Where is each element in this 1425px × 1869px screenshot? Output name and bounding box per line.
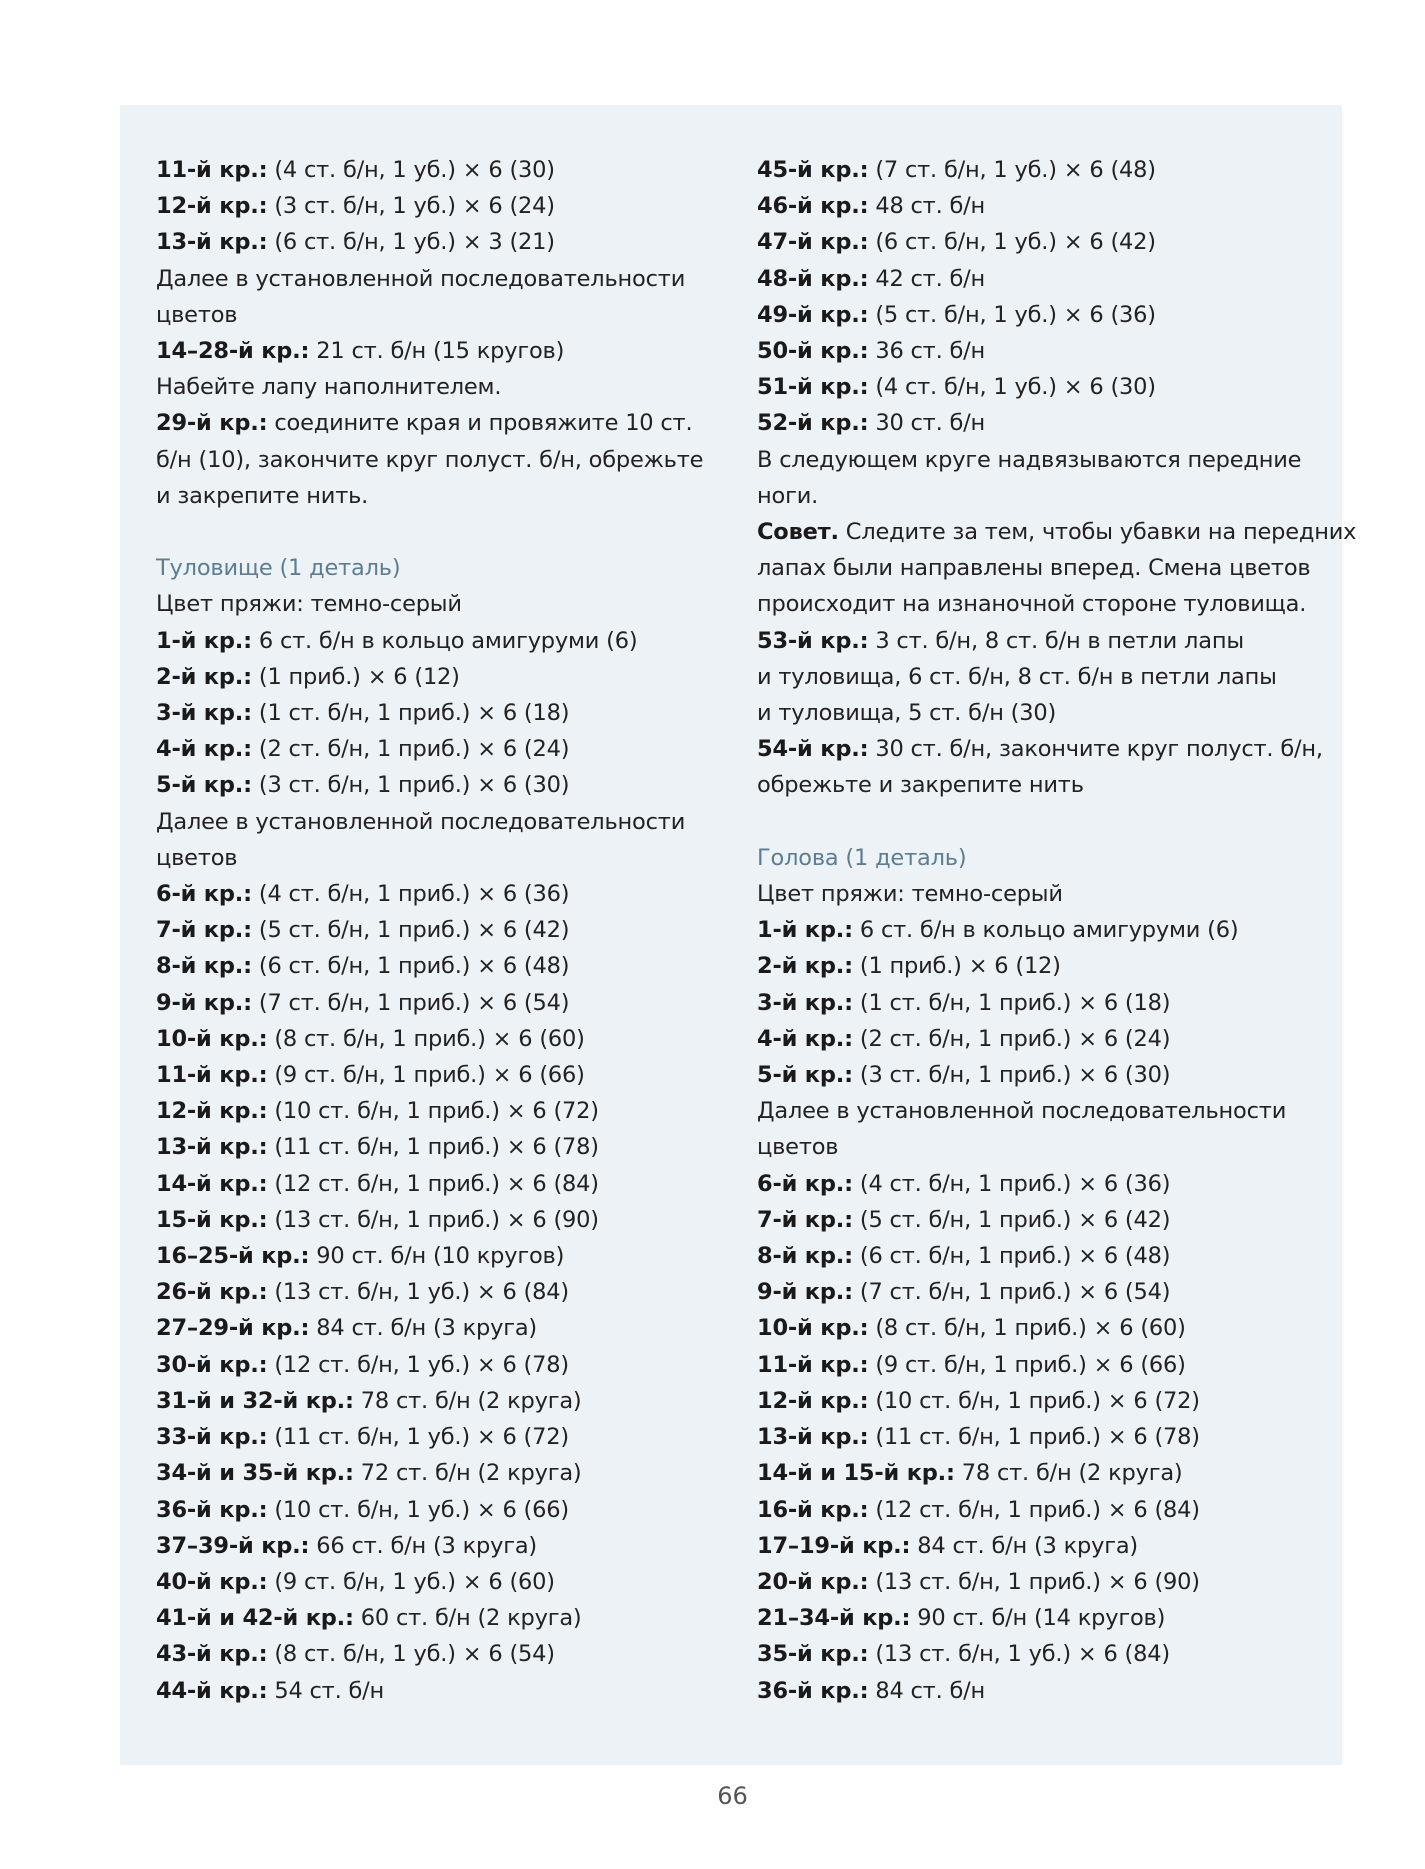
instruction-row bbox=[156, 224, 716, 260]
instruction-row bbox=[757, 1310, 1317, 1346]
round-label: 41-й и 42-й кр.: bbox=[156, 1605, 354, 1632]
round-instruction: 6 ст. б/н в кольцо амигуруми (6) bbox=[251, 627, 638, 654]
instruction-row bbox=[757, 405, 1317, 441]
round-instruction: (6 ст. б/н, 1 приб.) × 6 (48) bbox=[852, 1243, 1171, 1270]
round-instruction: (3 ст. б/н, 1 приб.) × 6 (30) bbox=[251, 772, 570, 799]
spacer bbox=[156, 514, 716, 550]
text-line: и туловища, 6 ст. б/н, 8 ст. б/н в петли лапы bbox=[757, 663, 1277, 690]
round-instruction: (12 ст. б/н, 1 приб.) × 6 (84) bbox=[267, 1170, 599, 1197]
round-instruction: 3 ст. б/н, 8 ст. б/н в петли лапы bbox=[868, 627, 1244, 654]
instruction-row bbox=[156, 876, 716, 912]
left-column bbox=[156, 152, 716, 1709]
text-line: Цвет пряжи: темно-серый bbox=[757, 881, 1063, 908]
instruction-row bbox=[757, 1528, 1317, 1564]
round-instruction: 90 ст. б/н (10 кругов) bbox=[309, 1243, 565, 1270]
instruction-row bbox=[156, 1419, 716, 1455]
instruction-row bbox=[156, 1383, 716, 1419]
round-label: 45-й кр.: bbox=[757, 157, 869, 183]
instruction-row bbox=[156, 1021, 716, 1057]
instruction-row bbox=[757, 1455, 1317, 1491]
round-instruction: 78 ст. б/н (2 круга) bbox=[954, 1460, 1183, 1487]
round-label: 12-й кр.: bbox=[757, 1387, 869, 1414]
round-label: 14-й кр.: bbox=[156, 1170, 268, 1197]
round-instruction: (11 ст. б/н, 1 приб.) × 6 (78) bbox=[267, 1134, 599, 1161]
instruction-row bbox=[757, 1166, 1317, 1202]
instruction-row bbox=[156, 1238, 716, 1274]
instruction-row bbox=[757, 1636, 1317, 1672]
round-instruction: (5 ст. б/н, 1 приб.) × 6 (42) bbox=[852, 1206, 1171, 1233]
round-instruction: 84 ст. б/н (3 круга) bbox=[910, 1532, 1138, 1559]
round-instruction: (1 приб.) × 6 (12) bbox=[251, 663, 460, 690]
instruction-row bbox=[156, 1129, 716, 1165]
round-label: 2-й кр.: bbox=[757, 953, 853, 980]
text-line: лапах были направлены вперед. Смена цветов bbox=[757, 555, 1311, 582]
text-line: Цвет пряжи: темно-серый bbox=[156, 591, 462, 618]
round-label: 27–29-й кр.: bbox=[156, 1315, 310, 1342]
round-label: 54-й кр.: bbox=[757, 736, 869, 763]
round-label: 15-й кр.: bbox=[156, 1206, 268, 1233]
round-instruction: (7 ст. б/н, 1 приб.) × 6 (54) bbox=[852, 1279, 1171, 1306]
round-instruction: (10 ст. б/н, 1 приб.) × 6 (72) bbox=[267, 1098, 599, 1125]
round-label: 29-й кр.: bbox=[156, 410, 268, 437]
round-instruction: (3 ст. б/н, 1 приб.) × 6 (30) bbox=[852, 1062, 1171, 1089]
text-line: цветов bbox=[757, 1134, 839, 1161]
instruction-row bbox=[156, 1093, 716, 1129]
round-instruction: (13 ст. б/н, 1 приб.) × 6 (90) bbox=[267, 1206, 599, 1233]
text-line: обрежьте и закрепите нить bbox=[757, 772, 1084, 799]
round-label: 8-й кр.: bbox=[156, 953, 252, 980]
round-label: 50-й кр.: bbox=[757, 338, 869, 365]
round-instruction: (9 ст. б/н, 1 приб.) × 6 (66) bbox=[868, 1351, 1186, 1378]
round-instruction: 72 ст. б/н (2 круга) bbox=[353, 1460, 582, 1487]
right-column bbox=[757, 152, 1357, 1709]
round-label: 14–28-й кр.: bbox=[156, 338, 310, 365]
round-instruction: 60 ст. б/н (2 круга) bbox=[353, 1605, 582, 1632]
round-label: 1-й кр.: bbox=[156, 627, 252, 654]
round-label: 9-й кр.: bbox=[757, 1279, 853, 1306]
round-label: 13-й кр.: bbox=[156, 1134, 268, 1161]
instruction-row bbox=[757, 1238, 1317, 1274]
instruction-row bbox=[757, 1383, 1317, 1419]
round-label: 3-й кр.: bbox=[757, 989, 853, 1016]
text-line: б/н (10), закончите круг полуст. б/н, обрежьте bbox=[156, 446, 704, 473]
instruction-row bbox=[156, 1564, 716, 1600]
instruction-row bbox=[156, 152, 716, 188]
round-label: 9-й кр.: bbox=[156, 989, 252, 1016]
round-label: 4-й кр.: bbox=[757, 1025, 853, 1052]
round-instruction: (10 ст. б/н, 1 уб.) × 6 (66) bbox=[267, 1496, 569, 1523]
round-instruction: (8 ст. б/н, 1 уб.) × 6 (54) bbox=[267, 1641, 555, 1668]
text-line: и закрепите нить. bbox=[156, 482, 369, 509]
round-label: 43-й кр.: bbox=[156, 1641, 268, 1668]
round-label: 5-й кр.: bbox=[757, 1062, 853, 1089]
round-instruction: 90 ст. б/н (14 кругов) bbox=[910, 1605, 1166, 1632]
text-line: Далее в установленной последовательности bbox=[156, 808, 686, 835]
instruction-row bbox=[156, 1636, 716, 1672]
text-line: Далее в установленной последовательности bbox=[156, 265, 686, 292]
round-instruction: (1 приб.) × 6 (12) bbox=[852, 953, 1061, 980]
round-instruction: (10 ст. б/н, 1 приб.) × 6 (72) bbox=[868, 1387, 1200, 1414]
round-label: 7-й кр.: bbox=[156, 917, 252, 944]
instruction-row bbox=[757, 623, 1317, 659]
round-instruction: 36 ст. б/н bbox=[868, 338, 986, 365]
instruction-row bbox=[757, 369, 1317, 405]
round-label: 4-й кр.: bbox=[156, 736, 252, 763]
round-label: 13-й кр.: bbox=[757, 1424, 869, 1451]
round-label: 35-й кр.: bbox=[757, 1641, 869, 1668]
round-label: 47-й кр.: bbox=[757, 229, 869, 256]
instruction-row bbox=[757, 1673, 1317, 1709]
round-instruction: 54 ст. б/н bbox=[267, 1677, 385, 1704]
instruction-row bbox=[156, 1166, 716, 1202]
page-number: 66 bbox=[717, 1782, 748, 1810]
round-instruction: (13 ст. б/н, 1 уб.) × 6 (84) bbox=[868, 1641, 1170, 1668]
round-instruction: 66 ст. б/н (3 круга) bbox=[309, 1532, 537, 1559]
round-label: 44-й кр.: bbox=[156, 1677, 268, 1704]
round-instruction: (4 ст. б/н, 1 уб.) × 6 (30) bbox=[868, 374, 1156, 401]
round-label: 6-й кр.: bbox=[156, 881, 252, 908]
round-instruction: (6 ст. б/н, 1 приб.) × 6 (48) bbox=[251, 953, 570, 980]
round-instruction: (8 ст. б/н, 1 приб.) × 6 (60) bbox=[267, 1025, 585, 1052]
round-instruction: (6 ст. б/н, 1 уб.) × 6 (42) bbox=[868, 229, 1156, 256]
instruction-row bbox=[156, 1057, 716, 1093]
round-instruction: (7 ст. б/н, 1 приб.) × 6 (54) bbox=[251, 989, 570, 1016]
round-label: 17–19-й кр.: bbox=[757, 1532, 911, 1559]
instruction-row bbox=[757, 333, 1317, 369]
instruction-row bbox=[757, 261, 1317, 297]
round-instruction: (2 ст. б/н, 1 приб.) × 6 (24) bbox=[251, 736, 570, 763]
round-label: 2-й кр.: bbox=[156, 663, 252, 690]
round-instruction: соедините края и провяжите 10 ст. bbox=[267, 410, 693, 437]
round-label: 21–34-й кр.: bbox=[757, 1605, 911, 1632]
round-label: 36-й кр.: bbox=[156, 1496, 268, 1523]
instruction-row bbox=[757, 985, 1317, 1021]
text-line: ноги. bbox=[757, 482, 819, 509]
round-instruction: (5 ст. б/н, 1 уб.) × 6 (36) bbox=[868, 301, 1156, 328]
instruction-row bbox=[156, 188, 716, 224]
round-instruction: (3 ст. б/н, 1 уб.) × 6 (24) bbox=[267, 193, 555, 220]
round-label: 10-й кр.: bbox=[156, 1025, 268, 1052]
text-line: Далее в установленной последовательности bbox=[757, 1098, 1287, 1125]
instruction-row bbox=[156, 767, 716, 803]
round-instruction: Следите за тем, чтобы убавки на передних bbox=[838, 519, 1357, 546]
round-label: 26-й кр.: bbox=[156, 1279, 268, 1306]
round-instruction: (4 ст. б/н, 1 приб.) × 6 (36) bbox=[251, 881, 570, 908]
text-line: и туловища, 5 ст. б/н (30) bbox=[757, 700, 1057, 727]
instruction-row bbox=[156, 1455, 716, 1491]
instruction-row bbox=[757, 1202, 1317, 1238]
round-label: 10-й кр.: bbox=[757, 1315, 869, 1342]
round-label: 49-й кр.: bbox=[757, 301, 869, 328]
instruction-row bbox=[156, 695, 716, 731]
round-label: 34-й и 35-й кр.: bbox=[156, 1460, 354, 1487]
instruction-row bbox=[757, 188, 1317, 224]
round-instruction: (5 ст. б/н, 1 приб.) × 6 (42) bbox=[251, 917, 570, 944]
instruction-row bbox=[156, 1274, 716, 1310]
round-instruction: (13 ст. б/н, 1 приб.) × 6 (90) bbox=[868, 1568, 1200, 1595]
round-instruction: (6 ст. б/н, 1 уб.) × 3 (21) bbox=[267, 229, 555, 256]
round-label: 12-й кр.: bbox=[156, 193, 268, 220]
instruction-row bbox=[757, 1347, 1317, 1383]
round-label: 13-й кр.: bbox=[156, 229, 268, 256]
round-instruction: 84 ст. б/н (3 круга) bbox=[309, 1315, 537, 1342]
instruction-row bbox=[156, 985, 716, 1021]
round-instruction: 48 ст. б/н bbox=[868, 193, 986, 220]
round-instruction: (4 ст. б/н, 1 приб.) × 6 (36) bbox=[852, 1170, 1171, 1197]
instruction-row bbox=[757, 1492, 1317, 1528]
round-instruction: (12 ст. б/н, 1 приб.) × 6 (84) bbox=[868, 1496, 1200, 1523]
round-instruction: (2 ст. б/н, 1 приб.) × 6 (24) bbox=[852, 1025, 1171, 1052]
instruction-row bbox=[757, 948, 1317, 984]
instruction-row bbox=[757, 912, 1317, 948]
instruction-row bbox=[156, 948, 716, 984]
instruction-row bbox=[156, 1673, 716, 1709]
round-label: 30-й кр.: bbox=[156, 1351, 268, 1378]
round-label: 40-й кр.: bbox=[156, 1568, 268, 1595]
section-heading: Голова (1 деталь) bbox=[757, 844, 967, 871]
text-line: цветов bbox=[156, 301, 238, 328]
round-label: 11-й кр.: bbox=[156, 1062, 268, 1089]
round-label: 31-й и 32-й кр.: bbox=[156, 1387, 354, 1414]
round-label: 11-й кр.: bbox=[156, 157, 268, 183]
section-heading: Туловище (1 деталь) bbox=[156, 555, 401, 582]
round-label: 46-й кр.: bbox=[757, 193, 869, 220]
round-instruction: 6 ст. б/н в кольцо амигуруми (6) bbox=[852, 917, 1239, 944]
instruction-row bbox=[757, 1057, 1317, 1093]
instruction-row bbox=[757, 514, 1357, 550]
text-line: В следующем круге надвязываются передние bbox=[757, 446, 1302, 473]
round-instruction: (11 ст. б/н, 1 уб.) × 6 (72) bbox=[267, 1424, 569, 1451]
instruction-row bbox=[757, 1021, 1317, 1057]
instruction-row bbox=[757, 1564, 1317, 1600]
round-label: 12-й кр.: bbox=[156, 1098, 268, 1125]
round-label: 1-й кр.: bbox=[757, 917, 853, 944]
round-instruction: 30 ст. б/н bbox=[868, 410, 986, 437]
instruction-row bbox=[757, 731, 1323, 767]
round-instruction: (12 ст. б/н, 1 уб.) × 6 (78) bbox=[267, 1351, 569, 1378]
instruction-row bbox=[757, 152, 1317, 188]
round-instruction: (9 ст. б/н, 1 приб.) × 6 (66) bbox=[267, 1062, 585, 1089]
instruction-row bbox=[757, 1419, 1317, 1455]
text-line: Набейте лапу наполнителем. bbox=[156, 374, 502, 401]
instruction-row bbox=[156, 659, 716, 695]
round-label: 51-й кр.: bbox=[757, 374, 869, 401]
round-label: 48-й кр.: bbox=[757, 265, 869, 292]
instruction-row bbox=[156, 1347, 716, 1383]
text-line: происходит на изнаночной стороне туловища. bbox=[757, 591, 1307, 618]
round-label: 6-й кр.: bbox=[757, 1170, 853, 1197]
instruction-row bbox=[156, 912, 716, 948]
round-instruction: (9 ст. б/н, 1 уб.) × 6 (60) bbox=[267, 1568, 555, 1595]
instruction-row bbox=[156, 1492, 716, 1528]
round-instruction: 30 ст. б/н, закончите круг полуст. б/н, bbox=[868, 736, 1323, 763]
text-line: цветов bbox=[156, 844, 238, 871]
round-instruction: 78 ст. б/н (2 круга) bbox=[353, 1387, 582, 1414]
instruction-row bbox=[156, 1202, 716, 1238]
round-label: 33-й кр.: bbox=[156, 1424, 268, 1451]
round-instruction: (1 ст. б/н, 1 приб.) × 6 (18) bbox=[852, 989, 1171, 1016]
round-label: 36-й кр.: bbox=[757, 1677, 869, 1704]
instruction-row bbox=[156, 333, 716, 369]
instruction-row bbox=[156, 405, 716, 441]
round-label: 16-й кр.: bbox=[757, 1496, 869, 1523]
round-instruction: (4 ст. б/н, 1 уб.) × 6 (30) bbox=[267, 157, 555, 183]
round-label: 14-й и 15-й кр.: bbox=[757, 1460, 955, 1487]
instruction-row bbox=[156, 731, 716, 767]
round-instruction: (7 ст. б/н, 1 уб.) × 6 (48) bbox=[868, 157, 1156, 183]
instruction-row bbox=[757, 1600, 1317, 1636]
round-label: 37–39-й кр.: bbox=[156, 1532, 310, 1559]
round-instruction: (1 ст. б/н, 1 приб.) × 6 (18) bbox=[251, 700, 570, 727]
round-label: 3-й кр.: bbox=[156, 700, 252, 727]
round-label: 7-й кр.: bbox=[757, 1206, 853, 1233]
round-label: 53-й кр.: bbox=[757, 627, 869, 654]
round-instruction: (13 ст. б/н, 1 уб.) × 6 (84) bbox=[267, 1279, 569, 1306]
round-label: 5-й кр.: bbox=[156, 772, 252, 799]
round-label: Совет. bbox=[757, 519, 839, 546]
round-instruction: (8 ст. б/н, 1 приб.) × 6 (60) bbox=[868, 1315, 1186, 1342]
round-instruction: 21 ст. б/н (15 кругов) bbox=[309, 338, 565, 365]
round-instruction: 84 ст. б/н bbox=[868, 1677, 986, 1704]
instruction-row bbox=[156, 1528, 716, 1564]
instruction-row bbox=[156, 1310, 716, 1346]
round-label: 11-й кр.: bbox=[757, 1351, 869, 1378]
round-instruction: 42 ст. б/н bbox=[868, 265, 986, 292]
spacer bbox=[757, 804, 1317, 840]
round-label: 8-й кр.: bbox=[757, 1243, 853, 1270]
round-instruction: (11 ст. б/н, 1 приб.) × 6 (78) bbox=[868, 1424, 1200, 1451]
round-label: 16–25-й кр.: bbox=[156, 1243, 310, 1270]
instruction-row bbox=[156, 1600, 716, 1636]
instruction-row bbox=[156, 623, 716, 659]
round-label: 20-й кр.: bbox=[757, 1568, 869, 1595]
instruction-row bbox=[757, 1274, 1317, 1310]
instruction-row bbox=[757, 224, 1317, 260]
round-label: 52-й кр.: bbox=[757, 410, 869, 437]
instruction-row bbox=[757, 297, 1317, 333]
